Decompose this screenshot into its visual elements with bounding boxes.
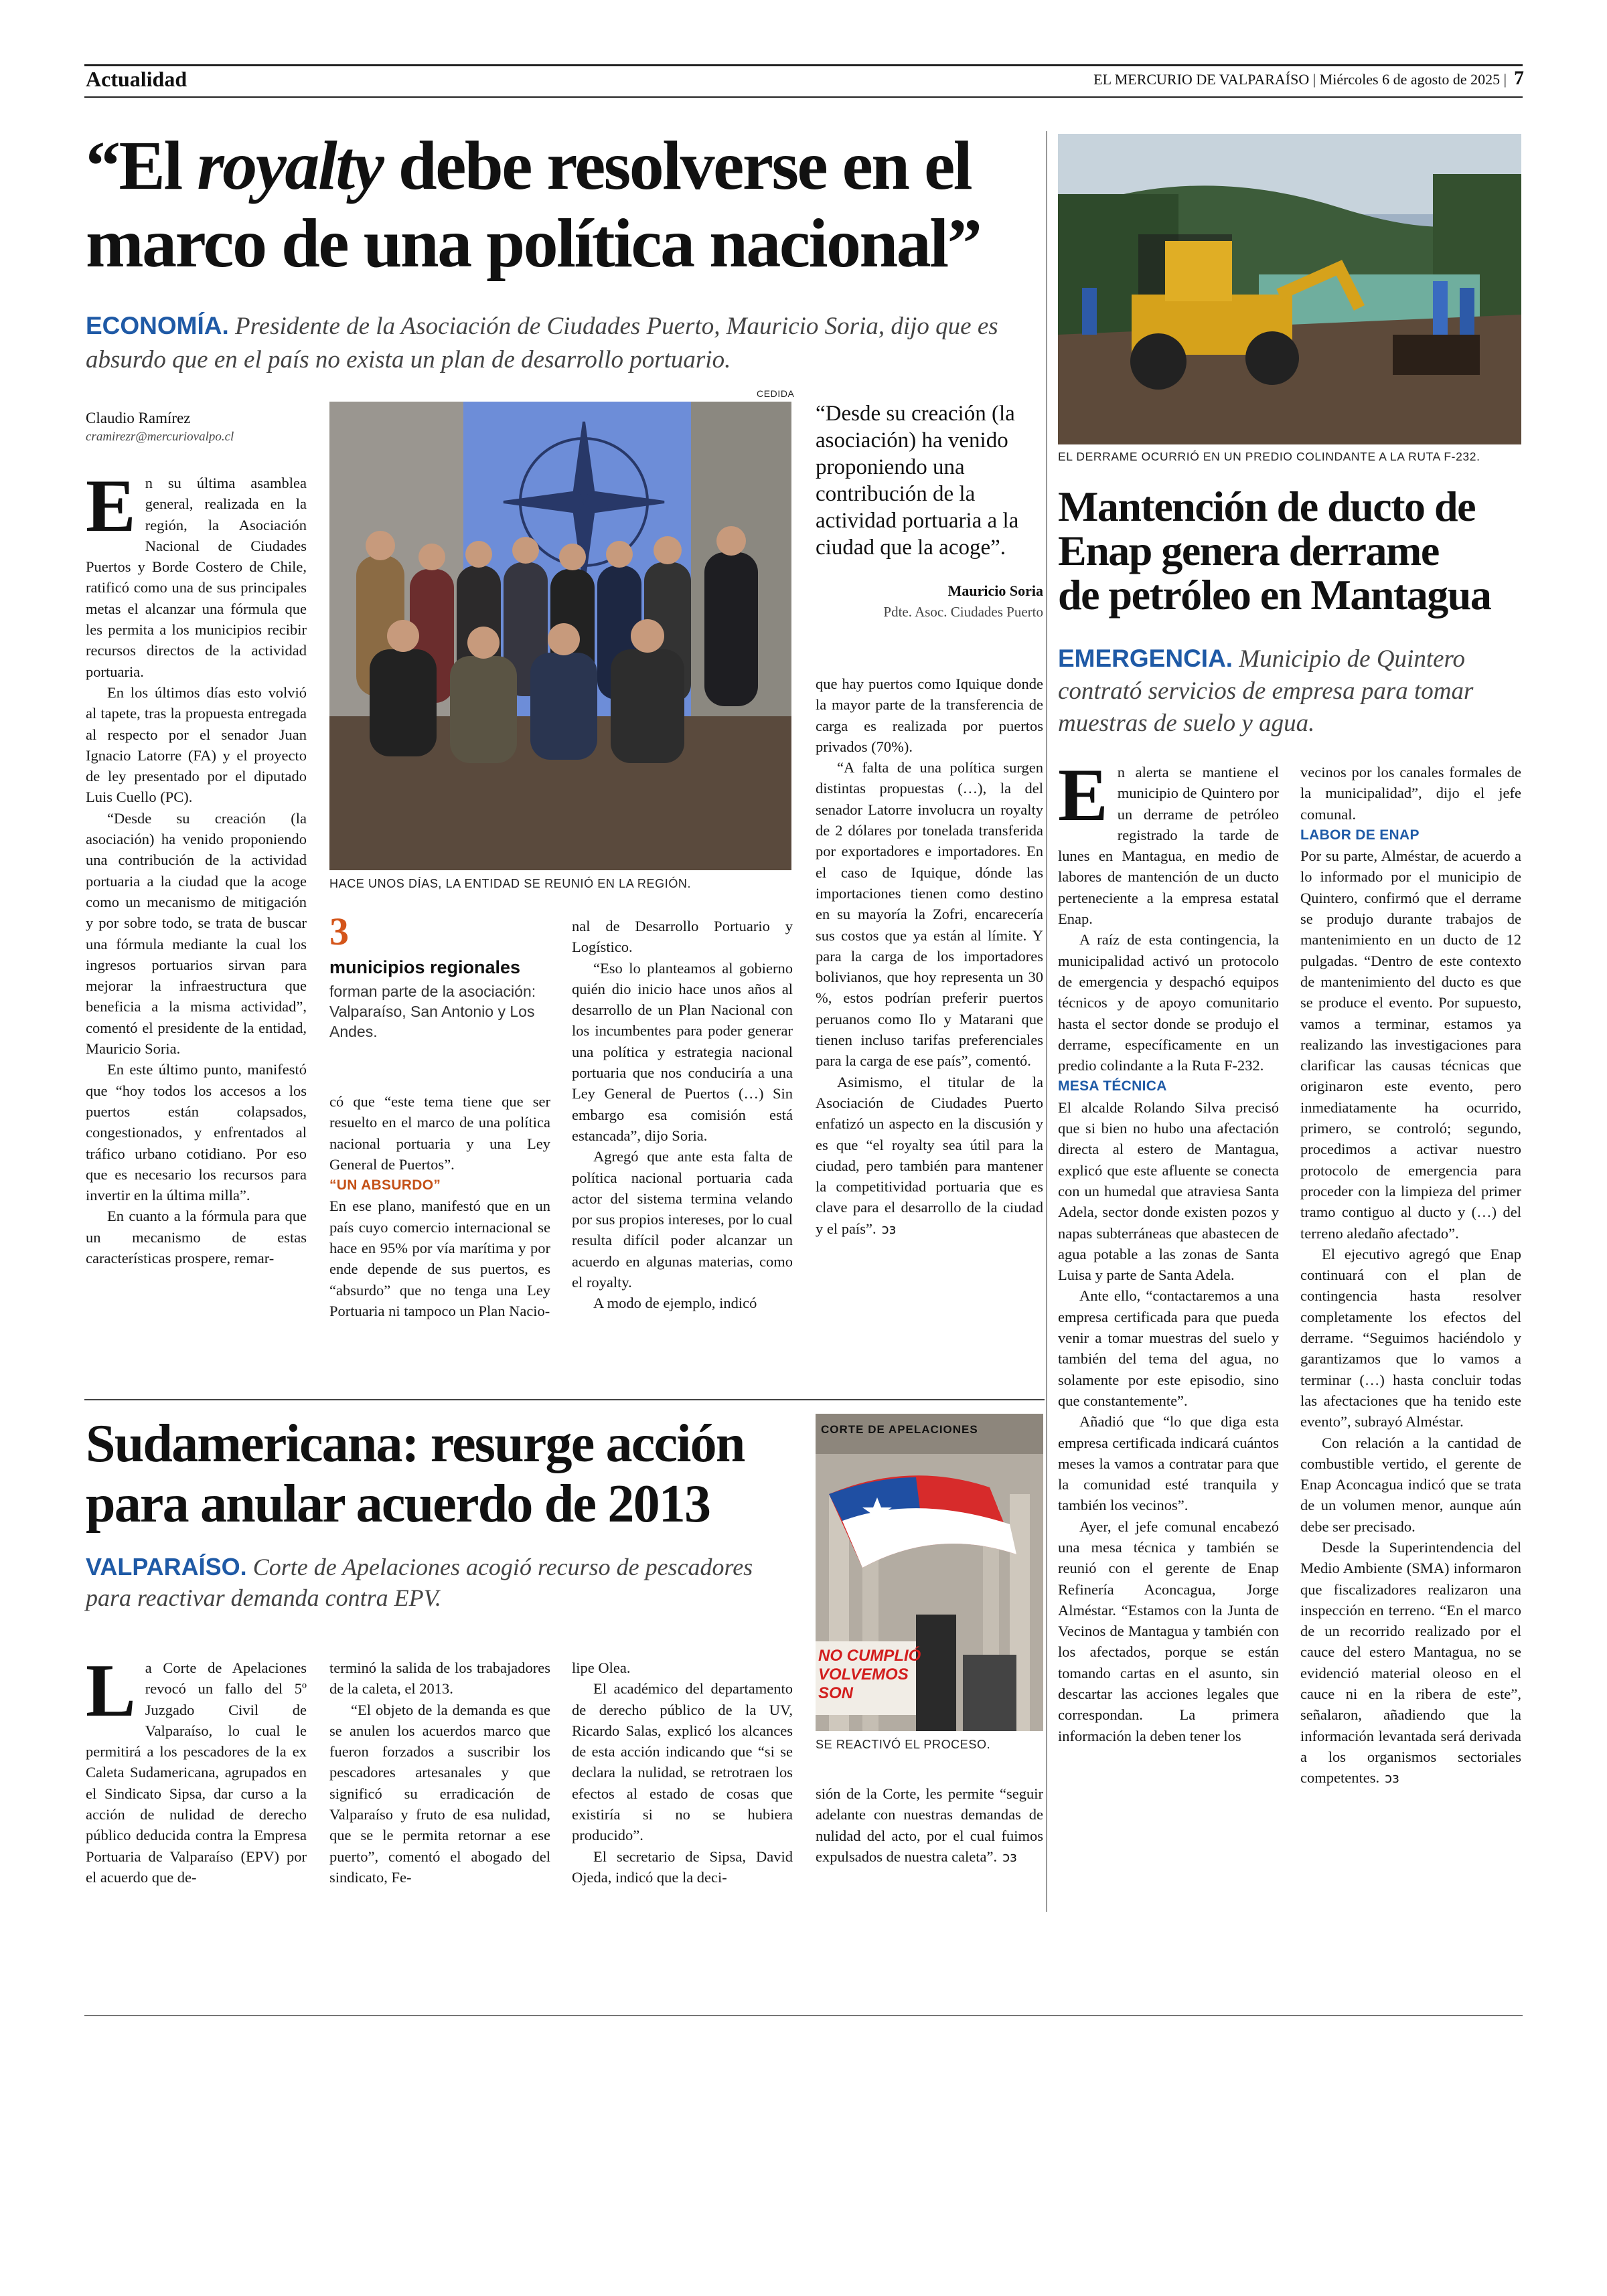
deck-text: Presidente de la Asociación de Ciudades Puerto, Mauricio Soria, dijo que es absurdo que en el país no exista un plan de desarrollo portuario. xyxy=(86,313,998,374)
article1-col1 xyxy=(86,465,307,1268)
spill-photo-art xyxy=(1058,134,1521,444)
paragraph: vecinos por los canales formales de la municipalidad”, dijo el jefe comunal. xyxy=(1300,764,1521,823)
article3-headline xyxy=(86,1414,745,1534)
paragraph: “Desde su creación (la asociación) ha venido proponiendo una contribución de la actividad portuaria a la ciudad que la acoge como un mecanismo de mitigación y por sobre todo, se trata de buscar una fórmula mediante la cual los ingresos portuarios sirvan para mejorar la infraestructura que beneficia a la misma actividad”, comentó el presidente de la entidad, Mauricio Soria. xyxy=(86,809,307,1058)
paragraph: En alerta se mantiene el municipio de Quintero por un derrame de petróleo registrado la tarde de lunes en Mantagua, en medio de labores de mantención de un ducto perteneciente a la empresa estatal Enap. xyxy=(1058,754,1279,928)
stat-number: 3 xyxy=(329,910,349,953)
article2-headline xyxy=(1058,485,1490,617)
subhead: LABOR DE ENAP xyxy=(1300,827,1420,843)
article3-col2 xyxy=(329,1657,550,1888)
headline-italic: royalty xyxy=(197,127,383,204)
subhead: “UN ABSURDO” xyxy=(329,1177,441,1194)
paragraph: El ejecutivo agregó que Enap continuará con el plan de contingencia hasta resolver completamente los efectos del derrame. “Seguimos haciéndolo y garantizamos que lo vamos a terminar (…) hasta concluir todas las afectaciones que ha tenido este evento”, subrayó Alméstar. xyxy=(1300,1245,1521,1430)
paragraph: A modo de ejemplo, indicó xyxy=(593,1295,757,1312)
meeting-photo xyxy=(329,402,791,870)
paragraph: Agregó que ante esta falta de política nacional portuaria cada actor del sistema termina velando por sus propios intereses, por lo cual resulta difícil poder alcanzar un acuerdo en algunas materias, como el royalty. xyxy=(572,1148,793,1291)
banner-line: SON xyxy=(818,1684,854,1702)
paragraph: El alcalde Rolando Silva precisó que si bien no hubo una afectación directa al estero de Mantagua, explicó que este afluente se conecta con un humedal que atraviesa Santa Adela, sector donde existen pozos y napas subterráneas que abastecen de agua potable a las zonas de Santa Luisa y parte de Santa Adela. xyxy=(1058,1098,1279,1284)
paragraph: “El objeto de la demanda es que se anulen los acuerdos marco que fueron forzados a suscribir los pescadores artesanales y que significó su erradicación de Valparaíso y fruto de esa nulidad, que se le permita retornar a ese puerto”, comentó el abogado del sindicato, Fe- xyxy=(329,1701,550,1886)
headline-line2: para anular acuerdo de 2013 xyxy=(86,1475,710,1534)
article1-col2 xyxy=(329,1091,550,1321)
court-photo xyxy=(816,1414,1043,1731)
paragraph: Con relación a la cantidad de combustible vertido, el gerente de Enap Aconcagua indicó que se trata de un volumen menor, aunque aún debe ser precisado. xyxy=(1300,1434,1521,1535)
article2-col2 xyxy=(1300,762,1521,1789)
paragraph: Por su parte, Alméstar, de acuerdo a lo informado por el municipio de Quintero, confirmó que el derrame se produjo durante trabajos de mantenimiento en un ducto de 12 pulgadas. “Dentro de este contexto de mantenimiento del ducto es que se produce el evento. Por supuesto, vamos a terminar, estamos ya realizando las investigaciones para clarificar las causas técnicas que originaron este evento, pero inmediatamente ha ocurrido, primero, se controló; segundo, procedimos a activar nuestro protocolo de emergencia para proceder con la limpieza del primer tramo contiguo al ducto y (…) del terreno aledaño afectado”. xyxy=(1300,847,1521,1242)
spill-photo xyxy=(1058,134,1521,444)
paragraph: “Eso lo planteamos al gobierno quién dio inicio hace unos años al desarrollo de un Plan Nacional con los incumbentes para poder generar una política y estrategia nacional portuaria que nos conduciría a una Ley General de Puertos (…) Sin embargo esa comisión está estancada”, dijo Soria. xyxy=(572,959,793,1144)
paragraph: En los últimos días esto volvió al tapete, tras la propuesta entregada al respecto por el senador Juan Ignacio Latorre (FA) y el proyecto de ley presentado por el diputado Luis Cuello (PC). xyxy=(86,683,307,806)
article3-col4 xyxy=(816,1783,1043,1868)
paragraph: nal de Desarrollo Portuario y Logístico. xyxy=(572,918,793,956)
column-divider xyxy=(1046,131,1047,1912)
section-label: Actualidad xyxy=(86,67,187,91)
photo3-caption: SE REACTIVÓ EL PROCESO. xyxy=(816,1738,991,1751)
article2-col1 xyxy=(1058,754,1279,1746)
subhead: MESA TÉCNICA xyxy=(1058,1078,1167,1094)
meeting-photo-art xyxy=(329,402,791,870)
photo1-caption: HACE UNOS DÍAS, LA ENTIDAD SE REUNIÓ EN LA REGIÓN. xyxy=(329,877,692,890)
paragraph: A raíz de esta contingencia, la municipalidad activó un protocolo de emergencia y despachó equipos técnicos y de apoyo comunitario hasta el sector donde se produjo el derrame, específicamente en un predio colindante a la Ruta F-232. xyxy=(1058,931,1279,1074)
paragraph: “A falta de una política surgen distintas propuestas (…), la del senador Latorre involucra un royalty de 2 dólares por tonelada transferida por exportadores e importadores. En el caso de Iquique, dónde las importaciones tienen como destino en su mayoría la Zofri, encarecería sus costos que ya están al límite. Y para la carga de los importadores bolivianos, que hoy representa un 30 %, estos podrían preferir puertos peruanos como Ilo y Matarani que tienen incluso tarifas preferenciales para la carga de ese país”, comentó. xyxy=(816,759,1043,1070)
deck-tag: VALPARAÍSO. xyxy=(86,1553,247,1580)
article3-col3 xyxy=(572,1657,793,1888)
paragraph: Añadió que “lo que diga esta empresa certificada indicará cuántos meses la vamos a contratar para que la comunidad esté tranquila y también los vecinos”. xyxy=(1058,1413,1279,1514)
article3-col1 xyxy=(86,1649,307,1888)
byline-email: cramirezr@mercuriovalpo.cl xyxy=(86,430,234,444)
headline-line2: Enap genera derrame xyxy=(1058,527,1439,574)
headline-line1: Mantención de ducto de xyxy=(1058,483,1475,530)
deck-text: Corte de Apelaciones acogió recurso de pescadores para reactivar demanda contra EPV. xyxy=(86,1554,753,1611)
byline-name: Claudio Ramírez xyxy=(86,410,191,426)
paragraph: sión de la Corte, les permite “seguir adelante con nuestras demandas de nulidad del acto, por el cual fuimos expulsados de nuestra caleta”. xyxy=(816,1785,1043,1865)
article1-col3 xyxy=(572,916,793,1314)
banner-line: VOLVEMOS xyxy=(818,1665,909,1684)
paper-date: EL MERCURIO DE VALPARAÍSO | Miércoles 6 de agosto de 2025 | xyxy=(1093,71,1507,88)
end-mark-icon: ↄɜ xyxy=(1002,1848,1017,1865)
paragraph: El académico del departamento de derecho público de la UV, Ricardo Salas, explicó los alcances de esta acción indicando que “si se declara la nulidad, se retrotraen los efectos al estado de cosas que existiría si no se hubiera producido”. xyxy=(572,1680,793,1844)
paragraph: El secretario de Sipsa, David Ojeda, indicó que la deci- xyxy=(572,1848,793,1886)
paragraph: En este último punto, manifestó que “hoy todos los accesos a los puertos están colapsados, congestionados, y enfrentados al tráfico urbano cotidiano. Por eso que es necesario los recursos para invertir en la última milla”. xyxy=(86,1061,307,1204)
banner-line: NO CUMPLIÓ xyxy=(818,1647,921,1665)
paragraph: La Corte de Apelaciones revocó un fallo del 5º Juzgado Civil de Valparaíso, lo cual le permitirá a los pescadores de la ex Caleta Sudamericana, agrupados en el Sindicato Sipsa, dar curso a la acción de nulidad de derecho público deducida contra la Empresa Portuaria de Valparaíso (EPV) por el acuerdo que de- xyxy=(86,1649,307,1886)
headline-line1: Sudamericana: resurge acción xyxy=(86,1414,745,1473)
paragraph: có que “este tema tiene que ser resuelto en el marco de una política nacional portuaria y una Ley General de Puertos”. xyxy=(329,1093,550,1173)
paragraph: En ese plano, manifestó que en un país cuyo comercio internacional se hace en 95% por vía marítima y por ende depende de sus puertos, es “absurdo” que no tenga una Ley Portuaria ni tampoco un Plan Nacio- xyxy=(329,1198,550,1319)
paragraph: que hay puertos como Iquique donde la mayor parte de la transferencia de carga es realizada por puertos privados (70%). xyxy=(816,675,1043,755)
header-rule xyxy=(84,96,1523,98)
deck-tag: ECONOMÍA. xyxy=(86,312,229,339)
top-rule xyxy=(84,64,1523,66)
article3-top-rule xyxy=(84,1399,1045,1400)
end-mark-icon: ↄɜ xyxy=(1385,1770,1399,1787)
stat-text: forman parte de la asociación: Valparaíso, San Antonio y Los Andes. xyxy=(329,983,536,1040)
photo2-caption: EL DERRAME OCURRIÓ EN UN PREDIO COLINDANTE A LA RUTA F-232. xyxy=(1058,450,1480,463)
deck-tag: EMERGENCIA. xyxy=(1058,645,1233,672)
deck-text: Municipio de Quintero contrató servicios de empresa para tomar muestras de suelo y agua. xyxy=(1058,645,1474,737)
article2-deck xyxy=(1058,643,1520,740)
headline-part: debe resolverse en el xyxy=(382,127,972,204)
paragraph: Ante ello, “contactaremos a una empresa certificada para que pueda venir a tomar muestras del suelo y también del tema del agua, no solamente por este episodio, sino que constantemente”. xyxy=(1058,1287,1279,1409)
quote-name: Mauricio Soria xyxy=(947,582,1043,599)
paragraph: Desde la Superintendencia del Medio Ambiente (SMA) informaron que fiscalizadores realizaron una inspección en terreno. “En el marco de un recorrido realizado por el cauce del estero Mantagua, no se evidenció material oleoso en el cauce ni en la ribera de este”, señalaron, añadiendo que la información levantada será derivada a los organismos sectoriales competentes. xyxy=(1300,1538,1521,1787)
article3-deck xyxy=(86,1552,755,1613)
headline-line2: marco de una política nacional” xyxy=(86,205,981,282)
end-mark-icon: ↄɜ xyxy=(881,1220,897,1237)
photo-credit: CEDIDA xyxy=(757,388,795,399)
article1-col4 xyxy=(816,673,1043,1240)
protest-banner xyxy=(818,1647,921,1703)
pull-quote: “Desde su creación (la asociación) ha venido proponiendo una contribución de la actividad portuaria a la ciudad que la acoge”. xyxy=(816,402,1019,560)
court-sign: CORTE DE APELACIONES xyxy=(821,1423,978,1436)
paragraph: En cuanto a la fórmula para que un mecanismo de estas características prospere, remar- xyxy=(86,1208,307,1266)
article1-deck xyxy=(86,309,1037,377)
paragraph: lipe Olea. xyxy=(572,1659,631,1676)
page-number: 7 xyxy=(1514,67,1524,89)
quote-role: Pdte. Asoc. Ciudades Puerto xyxy=(883,604,1043,620)
headline-part: “El xyxy=(86,127,198,204)
article1-headline xyxy=(86,127,980,282)
paragraph: terminó la salida de los trabajadores de la caleta, el 2013. xyxy=(329,1659,550,1698)
paragraph: En su última asamblea general, realizada en la región, la Asociación Nacional de Ciudades Puertos y Borde Costero de Chile, ratificó como una de sus principales metas el alcanzar una fórmula que les permita a los municipios recibir recursos directos de la actividad portuaria. xyxy=(86,465,307,680)
bottom-rule xyxy=(84,2015,1523,2016)
paragraph: Asimismo, el titular de la Asociación de Ciudades Puerto enfatizó un aspecto en la discusión y es que “el royalty sea útil para la ciudad, pero también para mantener la competitividad portuaria que es clave para el desarrollo de la ciudad y el país”. xyxy=(816,1073,1043,1237)
headline-line3: de petróleo en Mantagua xyxy=(1058,571,1491,619)
stat-title: municipios regionales xyxy=(329,957,521,977)
paragraph: Ayer, el jefe comunal encabezó una mesa técnica y también se reunió con el gerente de Enap Refinería Aconcagua, Jorge Alméstar. “Estamos con la Junta de Vecinos de Mantagua y también con los afectados, porque se están tomando cartas en el asunto, sin descartar las acciones legales que correspondan. La primera información la deben tener los xyxy=(1058,1518,1279,1744)
